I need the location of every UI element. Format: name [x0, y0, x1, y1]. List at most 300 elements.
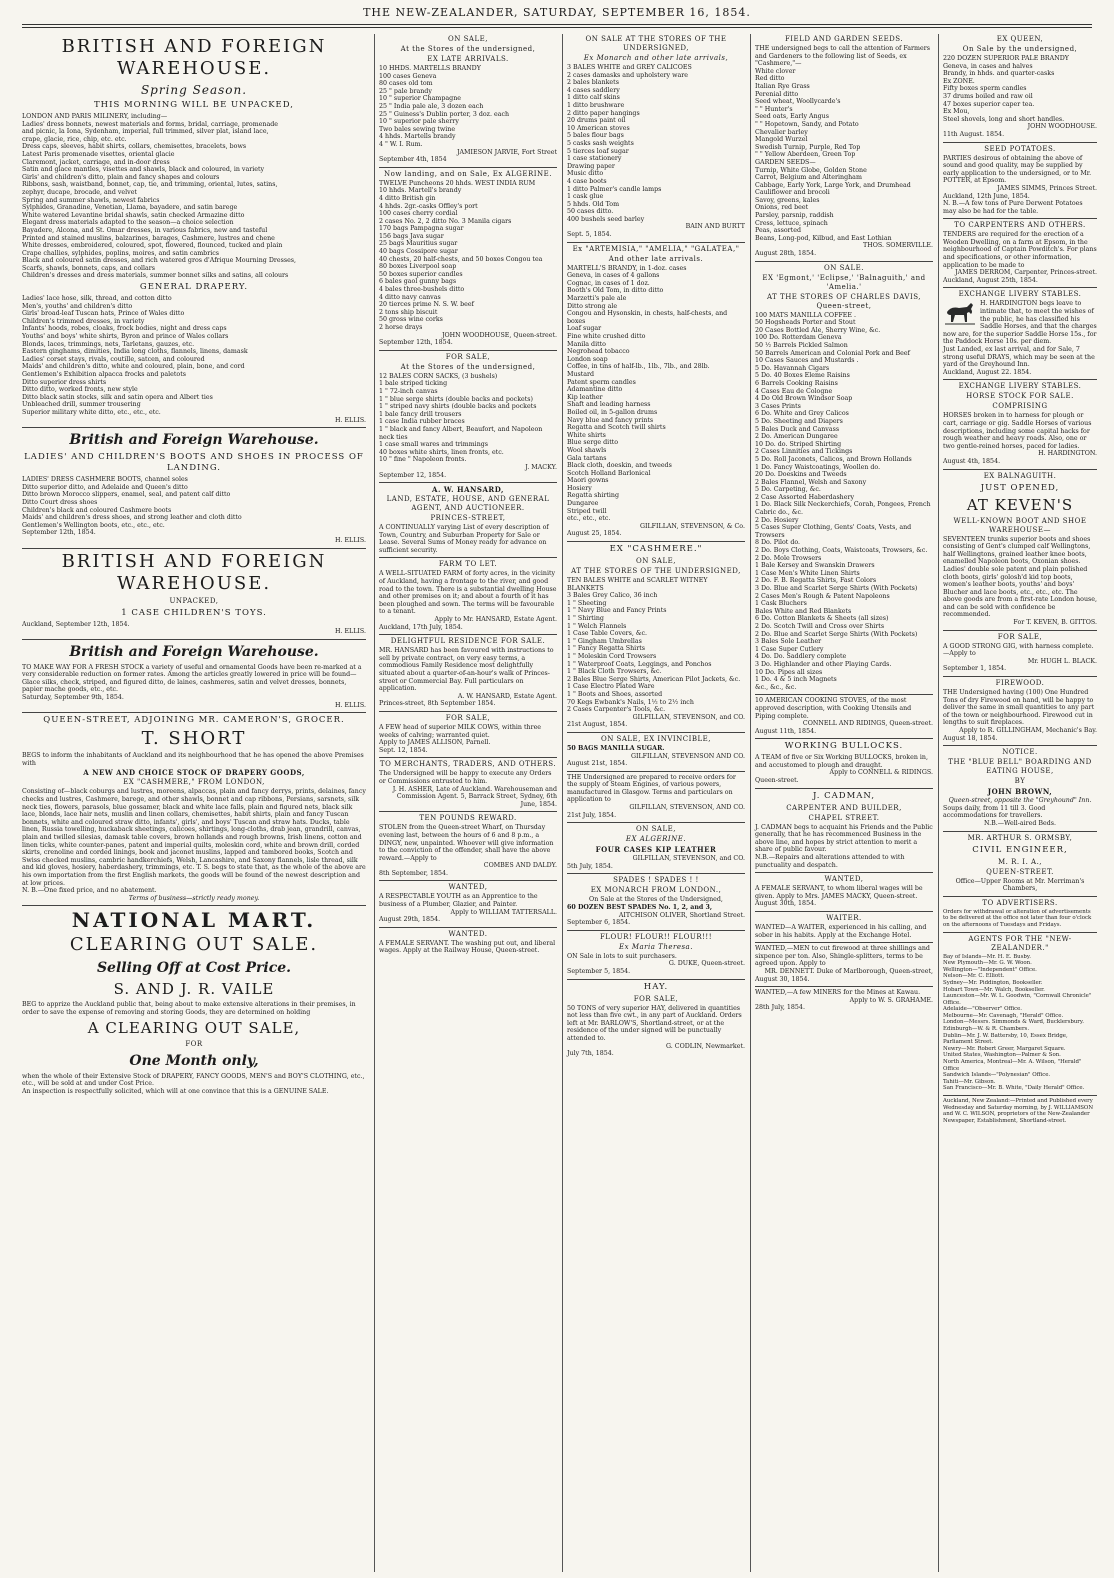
ad-street: QUEEN-STREET. — [986, 867, 1054, 876]
ad-signature: J. H. ASHER, Late of Auckland. Warehouseman and Commission Agent. 5, Barrack Street, Sydney, 6th June, 1854. — [392, 785, 557, 808]
ad-line-item: Girls' broad-leaf Tuscan hats, Prince of Wales ditto — [22, 310, 185, 318]
ad-line-item: 10 " fine " Napoleon fronts. — [379, 456, 467, 464]
ad-heading: TO CARPENTERS AND OTHERS. — [954, 221, 1086, 230]
ad-line-item: Carrot, Belgium and Alteringham — [755, 174, 862, 182]
ad-nb: N.B.—Repairs and alterations attended to with punctuality and despatch. — [755, 854, 905, 869]
ad-line-item: 1 " Waterproof Coats, Leggings, and Ponchos — [567, 660, 712, 668]
ad-reward — [379, 814, 557, 881]
ad-line-item: 80 cases old tom — [379, 80, 433, 88]
ad-line-item: 1 " 72-inch canvas — [379, 387, 438, 395]
ad-line-item: 1 bale fancy drill trousers — [379, 410, 462, 418]
ad-line-item: Launceston—Mr. W. L. Goodwin, "Cornwall Chronicle" Office. — [943, 993, 1092, 1006]
ad-ellis-reduction — [22, 643, 366, 714]
ad-merchants — [379, 760, 557, 812]
ad-line-item: 4 ditto navy canvas — [379, 293, 441, 301]
ad-line-item: 1 " blue serge shirts (double backs and pockets) — [379, 395, 533, 403]
ad-heading: FARM TO LET. — [438, 560, 498, 569]
ad-line: FOUR CASES KIP LEATHER — [595, 845, 717, 855]
ad-signature: G. DUKE, Queen-street. — [668, 960, 745, 968]
ad-line-item: Bales White and Red Blankets — [755, 607, 852, 615]
ad-signature: J. MACKY. — [525, 463, 557, 471]
ad-line-item: zephyr, ducape, brocade, and velvet — [22, 188, 137, 196]
ad-by: BY — [1014, 777, 1026, 786]
ad-date: Auckland, August 22. 1854. — [943, 368, 1032, 376]
ad-line-item: Children's trimmed dresses, in variety — [22, 317, 145, 325]
ad-date: August 25, 1854. — [567, 530, 622, 538]
ad-line-item: Dungaree — [567, 500, 599, 508]
ad-date: September 12, 1854. — [379, 471, 447, 479]
ad-line-item: 50 Barrels American and Colonial Pork and Beef — [755, 349, 910, 357]
ad-terms: Terms of business—strictly ready money. — [128, 894, 260, 902]
ad-line-item: 1 " Welch Flannels — [567, 622, 627, 630]
ad-sub2: AT THE STORES OF THE UNDERSIGNED, — [571, 567, 741, 576]
ad-heading: GENERAL DRAPERY. — [139, 282, 249, 293]
ad-line-item: Patent sperm candles — [567, 378, 636, 386]
ad-line-item: Children's dresses and dress materials, summer bonnet silks and satins, all colours — [22, 272, 289, 280]
ad-signature: GILFILLAN, STEVENSON AND CO. — [630, 752, 745, 760]
ad-line-item: 2 Do. F. B. Regatta Shirts, Fast Colors — [755, 577, 877, 585]
ad-line-item: GARDEN SEEDS— — [755, 158, 816, 166]
ad-line-item: 2 cases No. 2, 2 ditto No. 3 Manila cigars — [379, 217, 512, 225]
ad-line-item: Latest Paris promenade visettes, oriental glacie — [22, 150, 175, 158]
column-1 — [22, 34, 366, 1572]
ad-sub: FOR SALE, — [633, 994, 679, 1003]
ad-hay — [567, 982, 745, 1061]
ad-line-item: Maori gowns — [567, 477, 609, 485]
ad-heading: FOR SALE, — [445, 713, 491, 722]
ad-date: July 7th, 1854. — [567, 1050, 614, 1058]
ad-line-item: United States, Washington—Palmer & Son. — [943, 1052, 1061, 1059]
ad-line-item: Elegant dress materials adapted to the season—a choice selection — [22, 219, 234, 227]
ad-line-item: 1 case India rubber braces — [379, 418, 465, 426]
ad-signature: H. ELLIS. — [334, 416, 366, 424]
ad-heading: THIS MORNING WILL BE UNPACKED, — [94, 100, 294, 110]
ad-line-item: 100 cases cherry cordial — [379, 210, 458, 218]
ad-text: 50 TONS of very superior HAY, delivered in quantities not less than five cwt., in any part of Auckland. Orders left at Mr. BARLOW'S, Shortland-street, or at the residence of the under signed will be punctually attended to. — [567, 1004, 742, 1042]
ad-line-item: Sylphides, Granadine, Venetian, Llama, bayadere, and satin barege — [22, 204, 238, 212]
ad-heading: EX QUEEN, — [996, 35, 1044, 43]
ad-livery-stables — [943, 290, 1097, 380]
ad-line-item: 6 Do. White and Grey Calicos — [755, 410, 849, 418]
ad-line-item: " " Yellow Aberdeen, Green Top — [755, 151, 856, 159]
ad-lines — [943, 55, 1097, 123]
ad-line-item: 100 Do. Rotterdam Geneva — [755, 334, 842, 342]
ad-line-item: Hobart Town—Mr. Walch, Bookseller. — [943, 986, 1045, 993]
ad-cadman — [755, 791, 933, 874]
ad-blue-bell — [943, 748, 1097, 831]
ad-line-item: Loaf sugar — [567, 325, 602, 333]
ad-line-item: 1 " Gingham Umbrellas — [567, 637, 642, 645]
ad-apply: Apply to R. GILLINGHAM, Mechanic's Bay. — [959, 727, 1097, 734]
ad-line-item: Printed and stained muslins, balzarines, barages, Cashmere, lustres and chene — [22, 234, 275, 242]
ad-line-item: Ladies' lace hose, silk, thread, and cotton ditto — [22, 295, 172, 303]
ad-line-item: 1 " Boots and Shoes, assorted — [567, 690, 663, 698]
ad-line-item: Fifty boxes sperm candles — [943, 85, 1027, 93]
ad-sub: HORSE STOCK FOR SALE. — [966, 392, 1074, 401]
ad-line-item: 2 Cases Men's Rough & Patent Napoleons — [755, 592, 890, 600]
ad-apply: Apply to W. S. GRAHAME. — [849, 996, 933, 1004]
ad-title: AT KEVEN'S — [966, 495, 1074, 514]
ad-text2: Soups daily, from 11 till 3. Good accommodations for travellers. — [943, 804, 1046, 820]
ad-line-item: 3 BALES WHITE and GREY CALICOES — [567, 64, 692, 71]
ad-line-item: 2 Bales Blue Serge Shirts, American Pilot Jackets, &c. — [567, 675, 741, 683]
ad-line-item: Ladies' dress bonnets, newest materials and forms, bridal, carriage, promenade — [22, 120, 278, 128]
ad-line-item: Dublin—Mr. J. W. Battersby, 10, Essex Bridge, Parliament Street. — [943, 1032, 1068, 1046]
ad-line-item: Seed oats, Early Angus — [755, 113, 829, 121]
ad-line-item: 25 " Guiness's Dublin porter, 3 doz. each — [379, 110, 510, 118]
ad-line-item: Gala tartans — [567, 454, 607, 462]
ad-date: 5th July, 1854. — [567, 862, 613, 870]
ad-lines — [567, 64, 745, 223]
ad-line-item: Maids' and children's ditto, white and coloured, plain, bone, and cord — [22, 363, 245, 371]
ad-ex-queen — [943, 35, 1097, 143]
ad-line-item: Cognac, in cases of 1 doz. — [567, 279, 650, 287]
ad-date: 21st July, 1854. — [567, 811, 617, 819]
ad-signature: A. W. HANSARD, Estate Agent. — [457, 692, 557, 700]
ad-line-item: Gentlemen's Wellington boots, etc., etc., etc. — [22, 521, 165, 529]
ad-heading: TEN POUNDS REWARD. — [419, 814, 517, 823]
ad-text: The Undersigned will be happy to execute any Orders or Commissions entrusted to him. — [379, 770, 552, 785]
ad-line-item: 80 boxes Liverpool soap — [379, 263, 457, 271]
ad-line-item: 1 Case Electro Plated Ware — [567, 683, 655, 691]
ad-heading: WORKING BULLOCKS. — [784, 741, 904, 752]
ad-line-item: 40 bags Cossipore sugar — [379, 248, 458, 256]
ad-line-item: 2 bales blankets — [567, 79, 619, 87]
ad-line-item: Fine white crushed ditto — [567, 333, 646, 340]
ad-line-item: 100 cases Geneva — [379, 72, 437, 80]
ad-line-item: Claremont, jacket, carriage, and in-door dress — [22, 158, 170, 166]
ad-line-item: 10 American stoves — [567, 124, 630, 132]
ad-lines — [22, 476, 366, 529]
ad-text: A TEAM of five or Six Working BULLOCKS, broken in, and accustomed to plough and draught. — [755, 754, 928, 769]
ad-line-item: 10 hhds. Martell's brandy — [379, 187, 462, 195]
ad-intro: BEGS to inform the inhabitants of Auckland and its neighbourhood that he has opened the above Premises with — [22, 752, 364, 767]
ad-line-item: 1 Do. Black Silk Neckerchiefs, Corah, Pongees, French Cabric do., &c. — [755, 501, 931, 517]
ad-heading: EX BALNAGUITH. — [983, 471, 1057, 480]
ad-apply: Apply to WILLIAM TATTERSALL. — [450, 908, 557, 916]
ad-lines — [755, 68, 933, 243]
ad-carpenters — [943, 221, 1097, 288]
ad-line-item: 70 Kegs Ewbank's Nails, 1½ to 2½ inch — [567, 698, 694, 706]
ad-line-item: Seed wheat, Woollycarde's — [755, 98, 841, 106]
ad-line-item: 2 Bales Flannel, Welsh and Saxony — [755, 478, 867, 486]
ad-firewood-men — [755, 945, 933, 987]
ad-macky — [379, 353, 557, 483]
ad-line-item: 10 Do. do. Striped Shirting — [755, 440, 842, 448]
ad-line-item: Ditto superior dress shirts — [22, 378, 107, 386]
ad-text: THE Undersigned having (100) One Hundred Tons of dry Firewood on hand, will be happy to deliver the same in small quantities to any part of the town or neighbourhood. Firewood cut in lengths to suit fireplaces. — [943, 689, 1095, 727]
ad-text: THE Undersigned are prepared to receive orders for the supply of Steam Engines, of various powers, manufactured in Glasgow. Terms and particulars on application to — [567, 773, 736, 804]
ad-sub: At the Stores of the undersigned, — [400, 362, 536, 371]
ad-sub: ON SALE, — [636, 557, 676, 566]
ad-kevens — [943, 472, 1097, 631]
ad-signature: GILFILLAN, STEVENSON, AND CO. — [629, 804, 745, 812]
ad-line-item: Brandy, in hhds. and quarter-casks — [943, 70, 1055, 78]
column-2 — [374, 34, 557, 1572]
ad-farm — [379, 560, 557, 635]
ad-line-item: 2 tons ship biscuit — [379, 308, 438, 316]
ad-line-item: Sandwich Islands—"Polynesian" Office. — [943, 1072, 1051, 1079]
ad-residence — [379, 637, 557, 712]
ad-signature: H. HARDINGTON. — [1038, 450, 1097, 458]
ad-line-item: 50 boxes superior candles — [379, 270, 463, 278]
ad-heading: LADIES' AND CHILDREN'S BOOTS AND SHOES IN PROCESS OF LANDING. — [24, 452, 364, 474]
ad-line-item: Onions, red beet — [755, 204, 809, 212]
ad-lines — [379, 180, 557, 332]
ad-line-item: Striped twill — [567, 507, 607, 515]
ad-signature: GILFILLAN, STEVENSON, & Co. — [639, 522, 745, 530]
ad-nb: N. B.—A few tons of Pure Derwent Potatoes may also be had for the table. — [943, 200, 1083, 215]
ad-line-item: Edinburgh—W. & R. Chambers. — [943, 1026, 1030, 1033]
to-advertisers — [943, 899, 1097, 933]
ad-big: A CLEARING OUT SALE, — [87, 1018, 301, 1037]
ad-line-item: 50 ½ Barrels Pickled Salmon — [755, 342, 848, 349]
ad-date: August 4th, 1854. — [943, 457, 1001, 465]
ad-bullocks — [755, 741, 933, 788]
ad-line-item: Geneva, in cases of 4 gallons — [567, 272, 660, 280]
ad-line-item: 25 " pale brandy — [379, 87, 432, 95]
ad-date: 21st August, 1854. — [567, 721, 628, 729]
ad-title: A. W. HANSARD, — [432, 485, 504, 495]
ad-text: A GOOD STRONG GIG, with harness complete.—Apply to — [943, 642, 1094, 658]
ad-text: TENDERS are required for the erection of a Wooden Dwelling, on a farm at Epsom, in the neighbourhood of Captain Powditch's. For plans and specifications, or other information, application to be made to — [943, 231, 1097, 269]
ad-date: Sept. 12, 1854. — [379, 746, 428, 754]
ad-line-item: Parsley, parsnip, raddish — [755, 212, 834, 220]
ad-line-item: Newry—Mr. Robert Greer, Margaret Square. — [943, 1045, 1066, 1052]
ad-line-item: 5 bales flour bags — [567, 132, 624, 140]
ad-line-item: 47 boxes superior caper tea. — [943, 100, 1035, 108]
ad-line-item: 25 bags Mauritius sugar — [379, 240, 458, 248]
ad-text: A WELL-SITUATED FARM of forty acres, in the vicinity of Auckland, having a frontage to the river, and good road to the town. There is a substantial dwelling House and other premises on it; and about a fourth of it has been ploughed and sown. The terms will be favourable to a tenant. — [379, 570, 557, 616]
ad-date: August 11th, 1854. — [755, 727, 817, 735]
ad-sub: JUST OPENED, — [980, 482, 1060, 493]
ad-heading: Now landing, and on Sale, Ex ALGERINE. — [384, 169, 552, 178]
ad-line-item: White shirts — [567, 431, 606, 439]
ad-line-item: Adamantine ditto — [567, 386, 623, 394]
ad-line-item: Eastern ginghams, dimities, India long cloths, flannels, linens, damask — [22, 348, 248, 356]
ad-line-item: 1 case small wares and trimmings — [379, 441, 489, 449]
ad-date: September 1, 1854. — [943, 665, 1007, 673]
ad-line-item: Hosiery — [567, 484, 592, 492]
ad-line-item: Wellington—"Independent" Office. — [943, 966, 1037, 973]
ad-line-item: 1 Case Table Covers, &c. — [567, 630, 648, 638]
horse-icon — [943, 300, 977, 326]
ad-line-item: Swedish Turnip, Purple, Red Top — [755, 143, 861, 151]
ad-line-item: London soap — [567, 355, 608, 363]
ad-sub: LAND, ESTATE, HOUSE, AND GENERAL AGENT, AND AUCTIONEER. — [386, 495, 550, 513]
ad-signature: H. ELLIS. — [334, 536, 366, 544]
ad-line-item: MARTELL'S BRANDY, in 1-doz. cases — [567, 264, 687, 272]
ad-line-item: 220 DOZEN SUPERIOR PALE BRANDY — [943, 55, 1069, 62]
ad-text: H. HARDINGTON begs leave to intimate that, to meet the wishes of the public, he has classified his Saddle Horses, and that the charges now are, for the superior Saddle Horse 15s., for the Paddock Horse 10s. per diem. — [943, 300, 1097, 346]
column-5 — [938, 34, 1097, 1572]
ad-signature: Queen-street. — [755, 777, 799, 785]
ad-date: September 6, 1854. — [567, 919, 631, 927]
ad-line-item: Turnip, White Globe, Golden Stone — [755, 166, 867, 174]
ad-heading: SEED POTATOES. — [984, 144, 1056, 153]
ad-line-item: 2 Do. Scotch Twill and Cross over Shirts — [755, 622, 885, 630]
ad-line-item: Shaft and leading harness — [567, 401, 651, 409]
ad-line-item: 3 Do. Blue and Scarlet Serge Shirts (With Pockets) — [755, 585, 918, 592]
ad-line-item: Boiled oil, in 5-gallon drums — [567, 408, 658, 416]
ad-line-item: 1 cask glue — [567, 193, 604, 201]
ad-line-item: Spring and summer shawls, newest fabrics — [22, 196, 160, 204]
ad-lines — [379, 65, 557, 149]
ad-signature: H. ELLIS. — [334, 628, 366, 636]
columns — [22, 34, 1097, 1572]
ad-line-item: 1 " Navy Blue and Fancy Prints — [567, 607, 667, 615]
ad-text: MR. HANSARD has been favoured with instructions to sell by private contract, on very easy terms, a commodious Family Residence most delightfully situated about a quarter-of-an-hour's walk of Princes-street or Commercial Bay. Full particulars on application. — [379, 647, 554, 693]
ad-sub2: AT THE STORES OF CHARLES DAVIS, Queen-street, — [766, 292, 922, 310]
ad-line-item: 12 BALES CORN SACKS, (3 bushels) — [379, 372, 498, 380]
ad-line-item: Coffee, in tins of half-lb., 1lb., 7lb., and 28lb. — [567, 363, 710, 371]
ad-line-item: Manila ditto — [567, 340, 606, 348]
ad-apply: Apply to Mr. HANSARD, Estate Agent. — [434, 616, 557, 624]
ad-sub: Ex Monarch and other late arrivals, — [583, 54, 729, 62]
ad-line-item: 2 ditto paper hangings — [567, 109, 640, 117]
ad-line-item: 6 Barrels Cooking Raisins — [755, 379, 838, 387]
ad-date: August 30th, 1854. — [755, 900, 817, 908]
ad-line-item: 1 bale striped ticking — [379, 380, 448, 388]
ad-heading: HAY. — [643, 981, 669, 992]
ad-line-item: 156 bags Java sugar — [379, 232, 444, 240]
ad-line-item: 100 MATS MANILLA COFFEE . — [755, 311, 857, 319]
ad-sub2: WELL-KNOWN BOOT AND SHOE WAREHOUSE— — [953, 516, 1087, 534]
ad-line-item: 3 Do. Highlander and other Playing Cards. — [755, 660, 892, 668]
ad-address: Queen-street, opposite the "Greyhound" Inn. — [948, 797, 1092, 805]
ad-algerine — [379, 170, 557, 351]
masthead-rule — [22, 24, 1092, 25]
ad-text: Orders for withdrawal or alteration of advertisements to be delivered at the office not later than four o'clock on the afternoons of Tuesdays and Fridays. — [943, 908, 1092, 928]
ad-title: T. SHORT — [141, 728, 247, 750]
ad-date: September 5, 1854. — [567, 968, 631, 975]
ad-signature: AITCHISON OLIVER, Shortland Street. — [618, 911, 745, 919]
ad-line-item: 2 Do. Mole Trowsers — [755, 554, 822, 562]
ad-date: September 12th, 1854. — [379, 339, 453, 347]
ad-signature: COMBES AND DALDY. — [483, 862, 557, 870]
ad-line-item: 2 Cases Linnities and Tickings — [755, 448, 853, 456]
ad-flour — [567, 933, 745, 980]
ad-line-item: 4 Do. Do. Saddlery complete — [755, 653, 847, 661]
ad-line-item: 6 bales gaol gunny bags — [379, 278, 457, 286]
ad-line-item: Cauliflower and brocoli — [755, 189, 830, 197]
ad-horse-stock — [943, 382, 1097, 469]
ad-line-item: Savoy, greens, kales — [755, 196, 820, 204]
ad-line-item: Perenial ditto — [755, 90, 799, 98]
ad-charles-davis — [755, 264, 933, 696]
ad-lines — [22, 295, 366, 417]
ad-heading: FOR SALE, — [997, 632, 1043, 641]
ad-name: JOHN BROWN, — [987, 787, 1053, 797]
ad-signature: GILFILLAN, STEVENSON, and CO. — [632, 855, 745, 863]
ad-line-item: 5 Do. Sheeting and Diapers — [755, 417, 843, 425]
ad-line-item: 4 ditto British gin — [379, 194, 436, 202]
ad-signature: Mr. HUGH L. BLACK. — [1027, 657, 1097, 665]
ad-date: 28th July, 1854. — [755, 1004, 805, 1012]
ad-line: 1 CASE CHILDREN'S TOYS. — [121, 607, 267, 618]
ad-line-item: Congou and Hysonskin, in chests, half-chests, and boxes — [567, 310, 728, 325]
ad-line: 60 DOZEN BEST SPADES No. 1, 2, and 3, — [567, 904, 713, 912]
ad-line-item: Booth's Old Tom, in ditto ditto — [567, 287, 664, 295]
ad-line-item: Ex Mou, — [943, 108, 970, 116]
ad-line-item: 1 Cask Bluchers — [755, 600, 807, 608]
ad-line-item: 40 boxes white shirts, linen fronts, etc. — [379, 448, 504, 456]
ad-line-item: Crape challies, sylphides, poplins, moires, and satin cambrics — [22, 249, 219, 257]
ad-line-item: &c., &c., &c. — [755, 683, 797, 691]
ad-line-item: 4 hhds. 2gr.-casks Offley's port — [379, 202, 478, 210]
ad-artemisia — [567, 245, 745, 542]
ad-heading: UNPACKED, — [169, 596, 219, 605]
ad-heading: FIREWOOD. — [995, 679, 1045, 688]
ad-text: A FEMALE SERVANT. The washing put out, and liberal wages. Apply at the Railway House, Queen-street. — [379, 939, 556, 955]
ad-street: PRINCES-STREET, — [430, 514, 506, 523]
ad-lines — [755, 312, 933, 692]
ad-text2: Just Landed, ex last arrival, and for Sale, 7 strong useful DRAYS, which may be seen at the yard of the Greyhound Inn. — [943, 346, 1095, 369]
ad-date: August 30, 1854. — [755, 975, 810, 983]
ad-stock: A NEW AND CHOICE STOCK OF DRAPERY GOODS, — [83, 768, 305, 778]
ad-lines — [567, 265, 745, 523]
ad-month: One Month only, — [129, 1052, 259, 1069]
ad-line-item: Dress caps, sleeves, habit shirts, collars, chemisettes, bracelets, bows — [22, 143, 247, 151]
ad-line-item: 2 Case Assorted Haberdashery — [755, 493, 855, 501]
column-3 — [562, 34, 745, 1572]
column-4 — [750, 34, 933, 1572]
ad-sub: EX 'Egmont,' 'Eclipse,' 'Balnaguith,' and 'Amelia.' — [762, 273, 926, 291]
ad-signature: JAMES DERROM, Carpenter, Princes-street. — [955, 269, 1097, 277]
ad-line-item: Ditto ditto, worked fronts, new style — [22, 386, 138, 394]
ad-title: NATIONAL MART. — [71, 908, 317, 933]
ad-line-item: " " Hopetown, Sandy, and Potato — [755, 120, 859, 128]
ad-line-item: Regatta and Scotch twill shirts — [567, 424, 666, 432]
ad-heading: Ex "ARTEMISIA," "AMELIA," "GALATEA," — [572, 244, 740, 253]
ad-line-item: crape, glacie, rice, chip, etc. etc. — [22, 135, 127, 143]
ad-line-item: Satin and glace mantles, visettes and shawls, black and coloured, in variety — [22, 166, 265, 174]
ad-line-item: White clover — [755, 67, 796, 75]
ad-ormsby — [943, 834, 1097, 897]
ad-line-item: Ditto strong ale — [567, 302, 618, 310]
ad-line-item: 2 Do. Boys Clothing, Coats, Waistcoats, Trowsers, &c. — [755, 547, 928, 555]
ad-sub: EX ALGERINE. — [625, 835, 687, 844]
ad-name: MR. ARTHUR S. ORMSBY, — [967, 833, 1073, 842]
ad-line-item: Children's black and coloured Cashmere boots — [22, 506, 172, 514]
ad-heading: SPADES ! SPADES ! ! — [613, 876, 699, 885]
ad-cows — [379, 714, 557, 758]
ad-date: September 12th, 1854. — [22, 529, 96, 537]
ad-line-item: Gentlemen's Exhibition alpacca frocks and paletots — [22, 371, 186, 378]
ad-heading: ON SALE, — [636, 825, 676, 834]
ad-text: ON Sale in lots to suit purchasers. — [567, 952, 677, 960]
ad-line-item: 10 Do. Pipes all sizes — [755, 668, 823, 676]
ad-script: Selling Off at Cost Price. — [96, 960, 292, 977]
ad-line-item: 10 " superior pale sherry — [379, 118, 459, 126]
ad-text: TO MAKE WAY FOR A FRESH STOCK a variety of useful and ornamental Goods have been re-marked at a very considerable reduction on former rates. Among the articles greatly lowered in price will be found—Glace silks, check, striped, and figured ditto, de laines, cashmeres, satin and velvet dresses, bonnets, papier mache goods, etc., etc. — [22, 663, 362, 694]
ad-line-item: Scotch Holland Barlonical — [567, 469, 651, 477]
ad-signature: JAMES SIMMS, Princes Street. — [997, 184, 1097, 192]
ad-line-item: 5 Do. 40 Boxes Eleme Raisins — [755, 372, 850, 380]
ad-line-item: LONDON AND PARIS MILINERY, including— — [22, 113, 168, 120]
ad-date: Sept. 5, 1854. — [567, 231, 612, 239]
ad-heading: DELIGHTFUL RESIDENCE FOR SALE. — [390, 637, 546, 646]
ad-text: WANTED,—A few MINERS for the Mines at Kawau. — [755, 989, 921, 997]
ad-line-item: White watered Levantine bridal shawls, satin checked Armazine ditto — [22, 211, 245, 219]
ad-date: August 29th, 1854. — [379, 916, 441, 924]
ad-line-item: Wool shawls — [567, 446, 607, 454]
ad-heading: WANTED, — [448, 883, 488, 892]
ad-signature: JOHN WOODHOUSE, Queen-street. — [441, 331, 557, 339]
ad-line-item: Bayadere, Alcona, and St. Omar dresses, in various fabrics, new and tasteful — [22, 226, 268, 234]
ad-seed-potatoes — [943, 145, 1097, 220]
ad-sub: CARPENTER AND BUILDER, — [786, 803, 902, 812]
